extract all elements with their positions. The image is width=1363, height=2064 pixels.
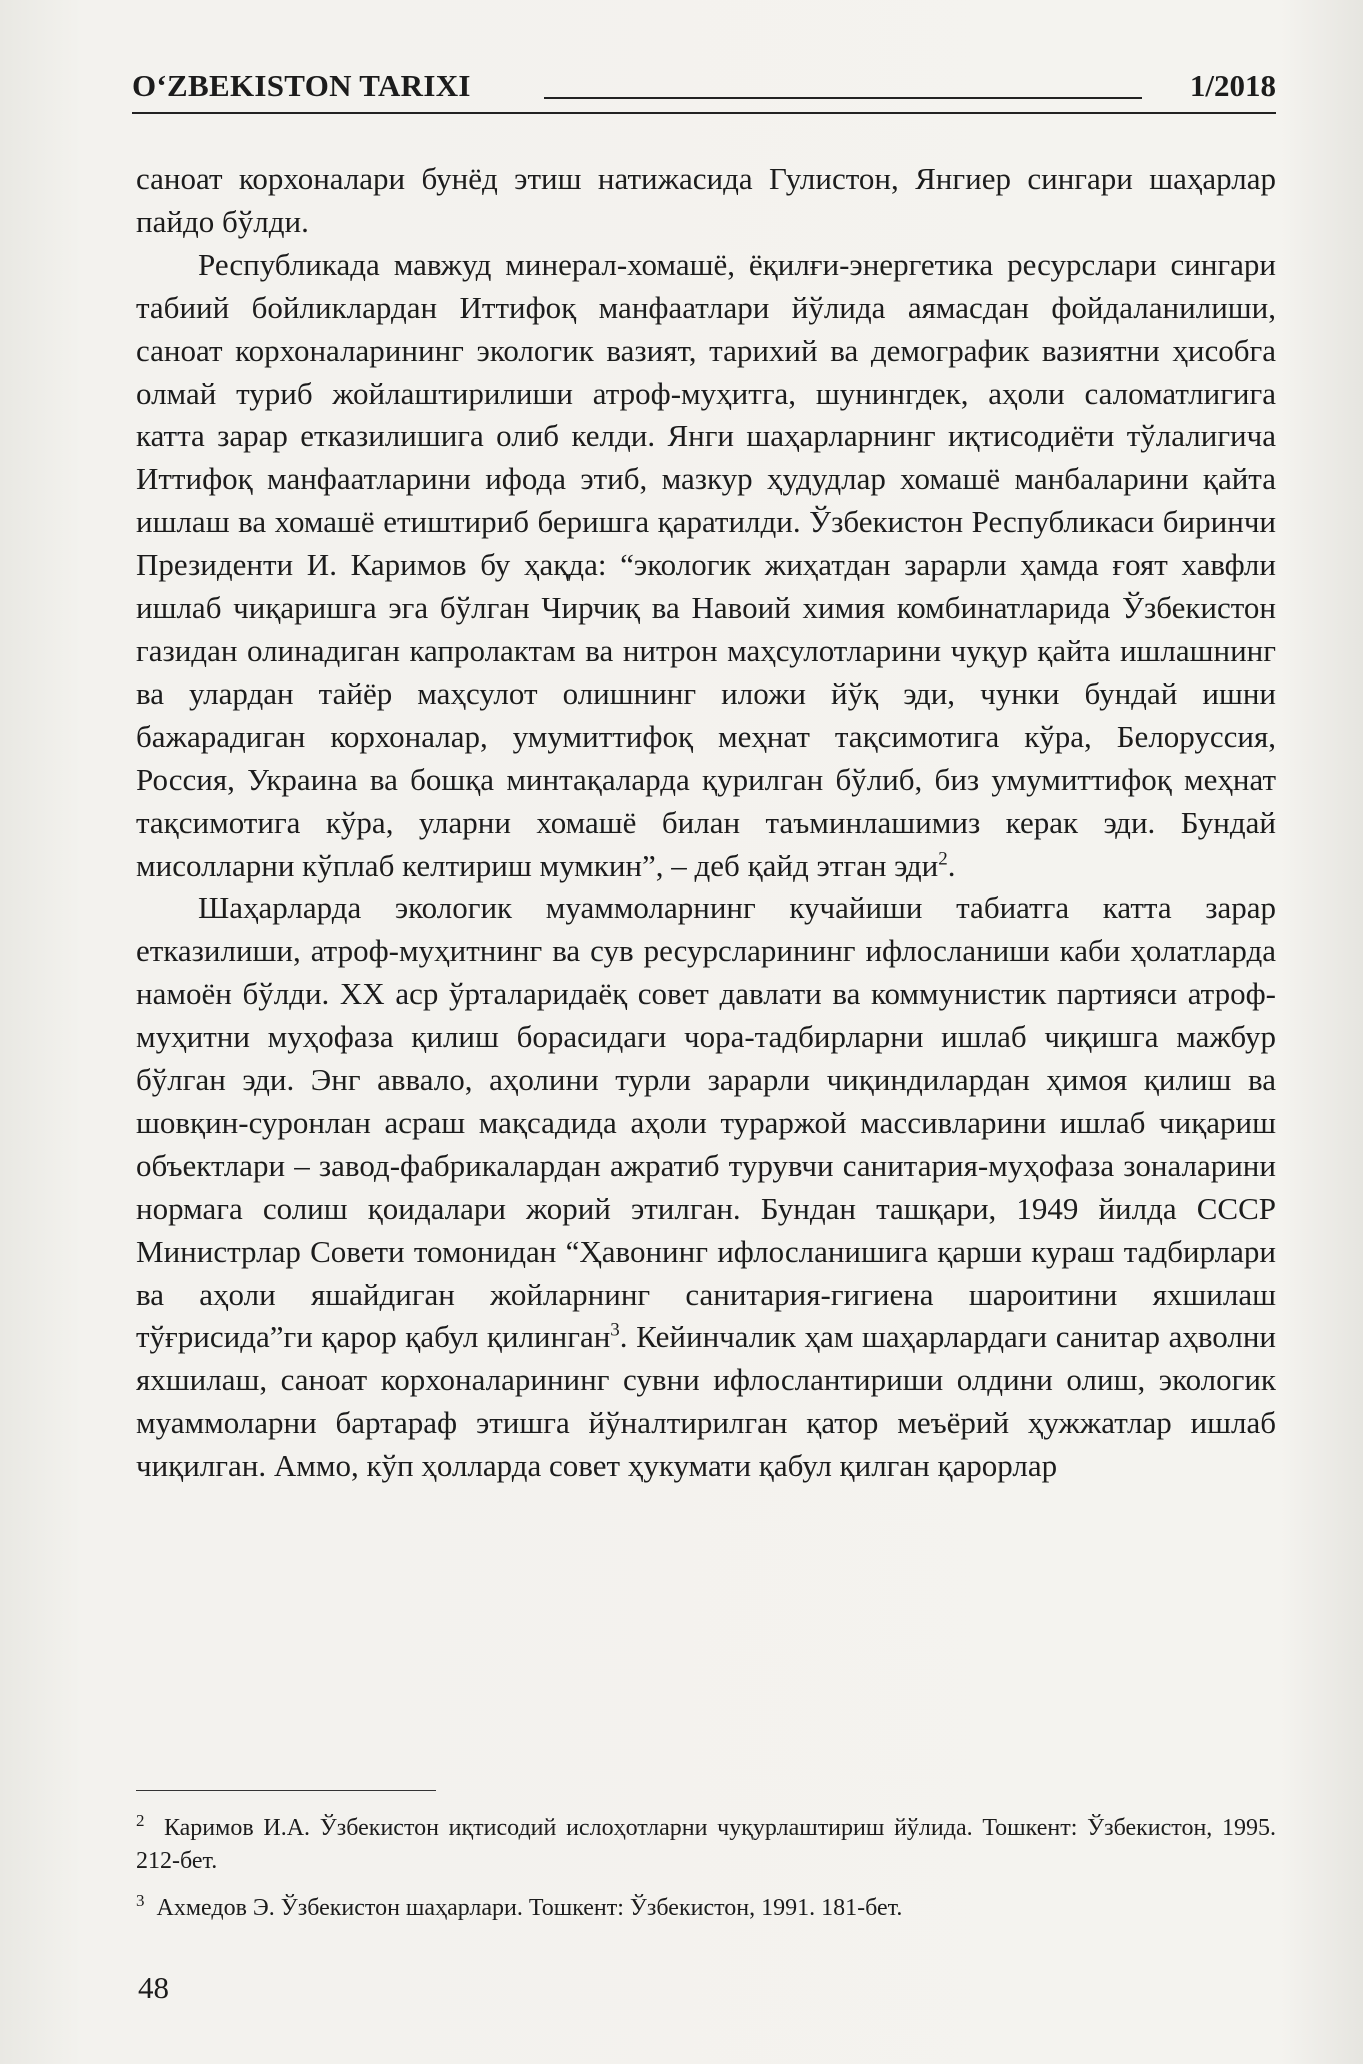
footnote bbox=[136, 1812, 1276, 1878]
running-header bbox=[132, 64, 1276, 114]
body-text bbox=[136, 158, 1276, 1488]
footnote-ref[interactable]: 3 bbox=[610, 1320, 620, 1342]
header-rule bbox=[544, 97, 1142, 99]
page-number: 48 bbox=[138, 1970, 169, 2005]
paragraph-end: . bbox=[947, 847, 956, 883]
paragraph-text: Шаҳарларда экологик муаммоларнинг кучайиши табиатга катта зарар етказилиши, атроф-муҳитнинг ва сув ресурсларининг ифлосланиши каби ҳолатларда намоён бўлди. XX аср ўрталаридаёқ совет давлати ва коммунистик партияси атроф-муҳитни муҳофаза қилиш борасидаги чора-тадбирларни ишлаб чиқишга мажбур бўлган эди. Энг аввало, аҳолини турли зарарли чиқиндилардан ҳимоя қилиш ва шовқин-суронлан асраш мақсадида аҳоли тураржой массивларини ишлаб чиқариш объектлари – завод-фабрикалардан ажратиб турувчи санитария-муҳофаза зоналарини нормага солиш қоидалари жорий этилган. Бундан ташқари, 1949 йилда СССР Министрлар Совети томонидан “Ҳавонинг ифлосланишига қарши кураш тадбирлари ва аҳоли яшайдиган жойларнинг санитария-гигиена шароитини яхшилаш тўғрисида”ги қарор қабул қилинган bbox=[136, 890, 1276, 1355]
paragraph-text: Республикада мавжуд минерал-хомашё, ёқилғи-энергетика ресурслари сингари табиий бойликлардан Иттифоқ манфаатлари йўлида аямасдан фойдаланилиши, саноат корхоналарининг экологик вазият, тарихий ва демографик вазиятни ҳисобга олмай туриб жойлаштирилиши атроф-муҳитга, шунингдек, аҳоли саломатлигига катта зарар етказилишига олиб келди. Янги шаҳарларнинг иқтисодиёти тўлалигича Иттифоқ манфаатларини ифода этиб, мазкур ҳудудлар хомашё манбаларини қайта ишлаш ва хомашё етиштириб беришга қаратилди. Ўзбекистон Республикаси биринчи Президенти И. Каримов бу ҳақда: “экологик жиҳатдан зарарли ҳамда ғоят хавфли ишлаб чиқаришга эга бўлган Чирчиқ ва Навоий химия комбинатларида Ўзбекистон газидан олинадиган капролактам ва нитрон маҳсулотларини чуқур қайта ишлашнинг ва улардан тайёр маҳсулот олишнинг иложи йўқ эди, чунки бундай ишни бажарадиган корхоналар, умумиттифоқ меҳнат тақсимотига кўра, Белоруссия, Россия, Украина ва бошқа минтақаларда қурилган бўлиб, биз умумиттифоқ меҳнат тақсимотига кўра, уларни хомашё билан таъминлашимиз керак эди. Бундай мисолларни кўплаб келтириш мумкин”, – деб қайд этган эди bbox=[136, 246, 1276, 883]
footnote-text: Ахмедов Э. Ўзбекистон шаҳарлари. Тошкент: Ўзбекистон, 1991. 181-бет. bbox=[156, 1895, 903, 1921]
paragraph-continued: саноат корхоналари бунёд этиш натижасида Гулистон, Янгиер сингари шаҳарлар пайдо бўлди. bbox=[136, 161, 1276, 239]
header-underline bbox=[132, 112, 1276, 114]
issue-number: 1/2018 bbox=[1189, 68, 1276, 103]
footnote-number: 2 bbox=[136, 1811, 145, 1830]
paragraph-text-cont: . Кейинчалик ҳам шаҳарлардаги санитар аҳволни яхшилаш, саноат корхоналарининг сувни ифлослантириши олдини олиш, экологик муаммоларни бартараф этишга йўналтирилган қатор меъёрий ҳужжатлар ишлаб чиқилган. Аммо, кўп ҳолларда совет ҳукумати қабул қилган қарорлар bbox=[136, 1319, 1276, 1484]
paragraph bbox=[136, 244, 1276, 888]
footnote-ref[interactable]: 2 bbox=[938, 848, 948, 870]
footnote-separator bbox=[136, 1790, 436, 1791]
footnote-text: Каримов И.А. Ўзбекистон иқтисодий ислоҳотларни чуқурлаштириш йўлида. Тошкент: Ўзбекистон, 1995. 212-бет. bbox=[136, 1815, 1277, 1874]
footnotes bbox=[136, 1812, 1276, 1939]
footnote bbox=[136, 1892, 1276, 1925]
journal-title: O‘ZBEKISTON TARIXI bbox=[132, 68, 471, 103]
footnote-number: 3 bbox=[136, 1891, 145, 1910]
paragraph bbox=[136, 887, 1276, 1488]
